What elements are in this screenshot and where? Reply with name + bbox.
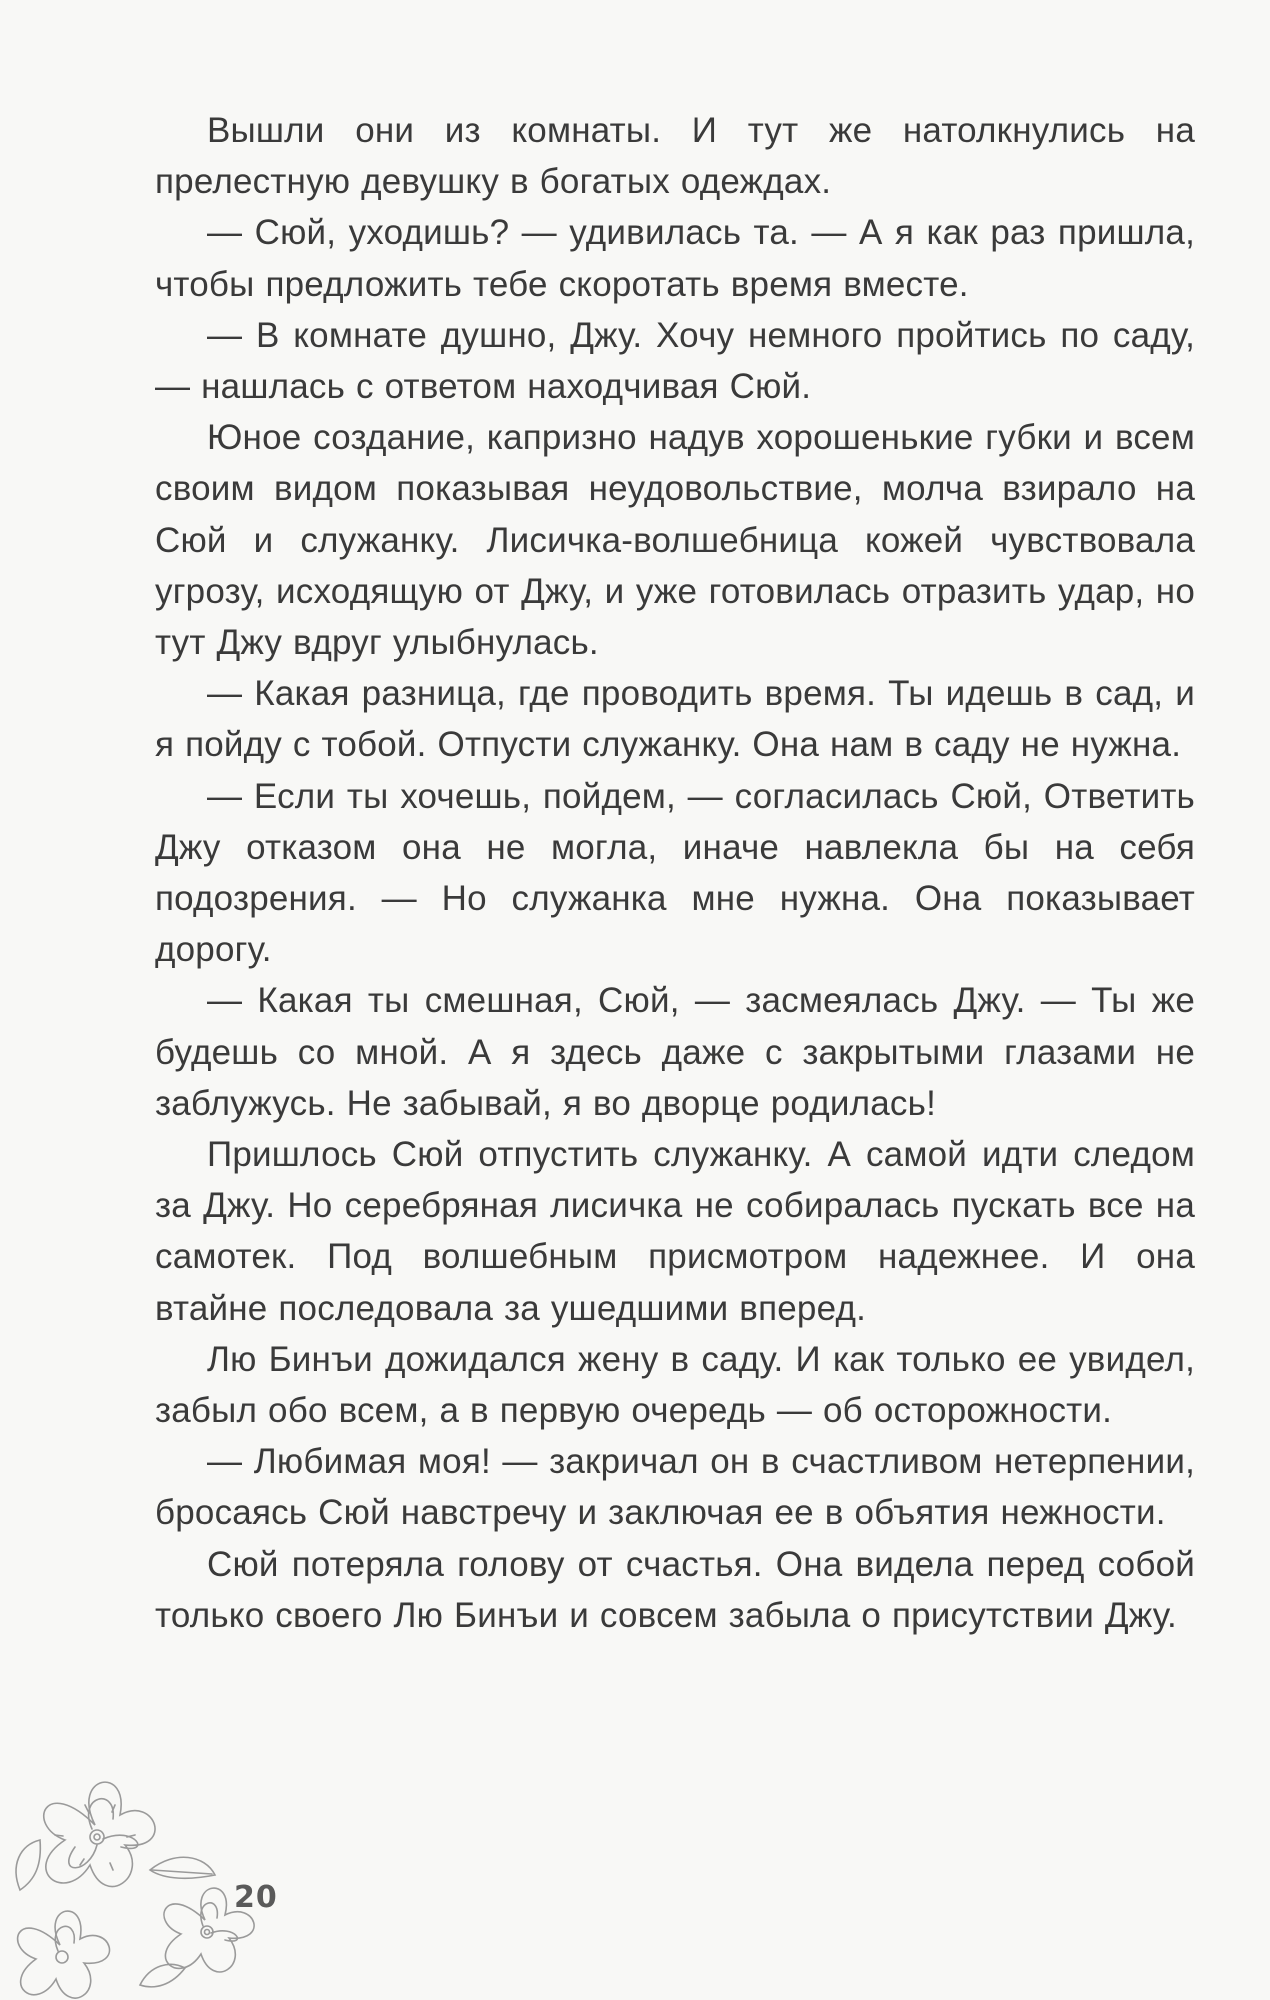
paragraph: — Если ты хочешь, пойдем, — согласилась Сюй, Ответить Джу отказом она не могла, иначе навлекла бы на себя подозрения. — Но служанка мне нужна. Она показывает дорогу. — [155, 776, 1195, 970]
paragraph: Юное создание, капризно надув хорошенькие губки и всем своим видом показывая неудовольствие, молча взирало на Сюй и служанку. Лисичка-волшебница кожей чувствовала угрозу, исходящую от Джу, и уже готовилась отразить удар, но тут Джу вдруг улыбнулась. — [155, 418, 1195, 663]
paragraph: Сюй потеряла голову от счастья. Она видела перед собой только своего Лю Бинъи и совсем забыла о присутствии Джу. — [155, 1544, 1195, 1635]
flower-ornament-icon — [0, 1740, 280, 2000]
paragraph: — В комнате душно, Джу. Хочу немного пройтись по саду, — нашлась с ответом находчивая Сюй. — [155, 315, 1195, 407]
paragraph: Вышли они из комнаты. И тут же натолкнулись на прелестную девушку в богатых одеждах. — [155, 111, 1195, 202]
paragraph: — Сюй, уходишь? — удивилась та. — А я как раз пришла, чтобы предложить тебе скоротать время вместе. — [155, 213, 1195, 304]
page-number: 20 — [234, 1880, 278, 1915]
body-text — [155, 105, 1195, 1641]
paragraph: — Любимая моя! — закричал он в счастливом нетерпении, бросаясь Сюй навстречу и заключая ее в объятия нежности. — [155, 1442, 1195, 1533]
paragraph: Лю Бинъи дожидался жену в саду. И как только ее увидел, забыл обо всем, а в первую очередь — об осторожности. — [155, 1339, 1195, 1431]
paragraph: Пришлось Сюй отпустить служанку. А самой идти следом за Джу. Но серебряная лисичка не собиралась пускать все на самотек. Под волшебным присмотром надежнее. И она втайне последовала за ушедшими вперед. — [155, 1135, 1195, 1328]
paragraph: — Какая ты смешная, Сюй, — засмеялась Джу. — Ты же будешь со мной. А я здесь даже с закрытыми глазами не заблужусь. Не забывай, я во дворце родилась! — [155, 981, 1195, 1123]
paragraph: — Какая разница, где проводить время. Ты идешь в сад, и я пойду с тобой. Отпусти служанку. Она нам в саду не нужна. — [155, 674, 1195, 765]
